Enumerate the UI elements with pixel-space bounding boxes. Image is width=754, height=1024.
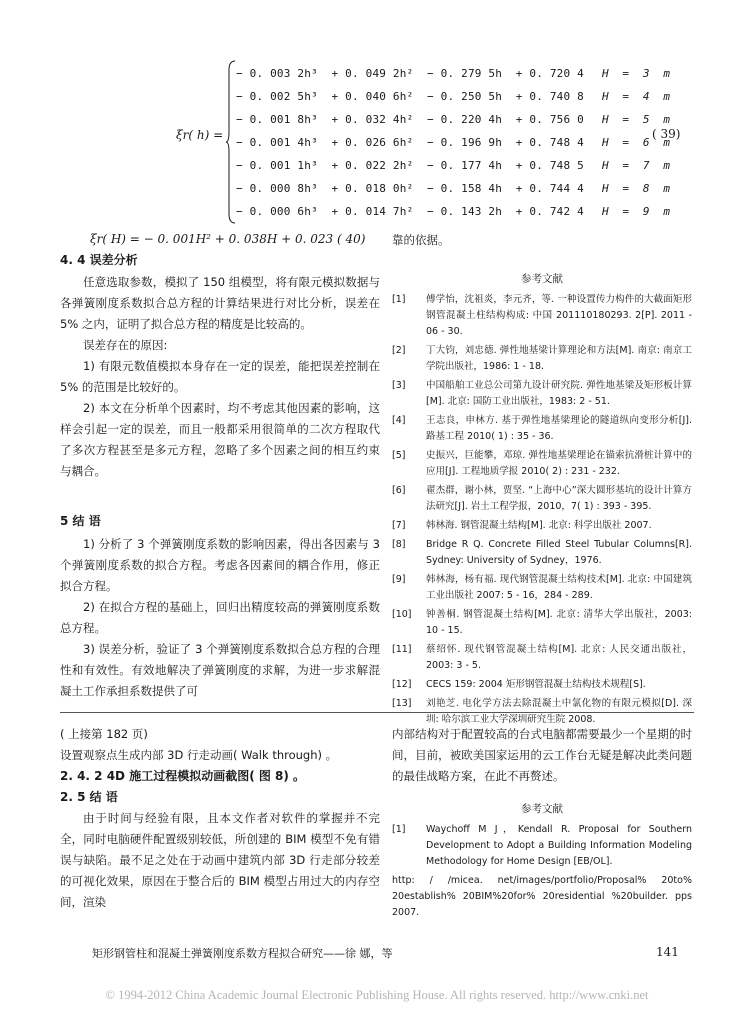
reference-item: [13] 刘艳芝. 电化学方法去除混凝土中氯化物的有限元模拟[D]. 深圳: 哈尔滨工业大学深圳研究生院 2008. — [392, 698, 692, 725]
lower-right-column — [392, 724, 692, 924]
copyright-watermark: © 1994-2012 China Academic Journal Electronic Publishing House. All rights reserved. http://www.cnki.net — [105, 988, 649, 1002]
reference-item: [1] Waychoff M J，Kendall R. Proposal for Southern Development to Adopt a Building Information Modeling Methodology for Home Design [EB/OL]. — [392, 824, 692, 867]
reference-list — [392, 292, 692, 728]
reference-item: [11] 蔡绍怀. 现代钢管混凝土结构[M]. 北京: 人民交通出版社，2003: 3 - 5. — [392, 644, 692, 671]
section-heading: 4. 4 误差分析 — [60, 253, 138, 267]
references-title: 参考文献 — [521, 273, 563, 285]
section-heading: 2. 5 结 语 — [60, 790, 118, 804]
reference-item: [3] 中国船舶工业总公司第九设计研究院. 弹性地基梁及矩形板计算[M]. 北京: 国防工业出版社，1983: 2 - 51. — [392, 380, 692, 407]
paragraph: 由于时间与经验有限，且本文作者对软件的掌握并不完全，同时电脑硬件配置级别较低，所创建的 BIM 模型不免有错误与缺陷。最不足之处在于动画中建筑内部 3D 行走部分较差的可视化效果，原因在于整合后的 BIM 模型占用过大的内存空间，渲染 — [60, 811, 380, 909]
equation-row: − 0. 001 8h³ + 0. 032 4h² − 0. 220 4h + 0. 756 0 H = 5 m — [236, 113, 671, 126]
reference-url: http: / /micea. net/images/portfolio/Proposal% 20to% 20establish% 20BIM%20for% 20residential %20builder. pps 2007. — [392, 875, 692, 918]
reference-item: [10] 钟善桐. 钢管混凝土结构[M]. 北京: 清华大学出版社，2003: 10 - 15. — [392, 609, 692, 636]
reference-item: [7] 韩林海. 钢管混凝土结构[M]. 北京: 科学出版社 2007. — [392, 520, 652, 531]
page-number: 141 — [656, 945, 679, 959]
reference-item: [5] 史振兴，巨能攀，邓琼. 弹性地基梁理论在锚索抗滑桩计算中的应用[J]. 工程地质学报 2010( 2) : 231 - 232. — [392, 450, 692, 477]
equation-39-rows — [236, 62, 670, 223]
reference-item: [2] 丁大钧，刘忠德. 弹性地基梁计算理论和方法[M]. 南京: 南京工学院出版社，1986: 1 - 18. — [392, 345, 692, 372]
paragraph: 3) 误差分析，验证了 3 个弹簧刚度系数拟合总方程的合理性和有效性。有效地解决了弹簧刚度的求解，为进一步求解混凝土工作承担系数提供了可 — [60, 642, 380, 698]
right-column-upper — [392, 230, 692, 731]
reference-item: [8] Bridge R Q. Concrete Filled Steel Tubular Columns[R]. Sydney: University of Sydney，1976. — [392, 539, 692, 566]
paragraph: 1) 分析了 3 个弹簧刚度系数的影响因素，得出各因素与 3 个弹簧刚度系数的拟合方程。考虑各因素间的耦合作用，修正拟合方程。 — [60, 537, 380, 593]
equation-row: − 0. 002 5h³ + 0. 040 6h² − 0. 250 5h + 0. 740 8 H = 4 m — [236, 90, 671, 103]
section-heading: 5 结 语 — [60, 514, 101, 528]
equation-row: − 0. 001 1h³ + 0. 022 2h² − 0. 177 4h + 0. 748 5 H = 7 m — [236, 159, 671, 172]
equation-row: − 0. 000 8h³ + 0. 018 0h² − 0. 158 4h + 0. 744 4 H = 8 m — [236, 182, 671, 195]
paragraph: 2) 本文在分析单个因素时，均不考虑其他因素的影响，这样会引起一定的误差，而且一般都采用很简单的二次方程取代了多次方程甚至是多元方程，忽略了多个因素之间的相互约束与耦合。 — [60, 401, 380, 478]
lower-left-column — [60, 724, 380, 913]
equation-40: ξr( H) = − 0. 001H² + 0. 038H + 0. 023 ( 40) — [90, 232, 366, 246]
reference-item: [9] 韩林海，杨有福. 现代钢管混凝土结构技术[M]. 北京: 中国建筑工业出版社 2007: 5 - 16，284 - 289. — [392, 574, 692, 601]
equation-39-number: ( 39) — [652, 127, 681, 141]
reference-item: [4] 王志良，申林方. 基于弹性地基梁理论的隧道纵向变形分析[J]. 路基工程 2010( 1) : 35 - 36. — [392, 415, 692, 442]
equation-39-lhs: ξr( h) = — [176, 128, 224, 142]
paragraph: 设置观察点生成内部 3D 行走动画( Walk through) 。 — [60, 748, 338, 762]
reference-item: [1] 傅学怡，沈祖炎，李元齐，等. 一种设置传力构件的大截面矩形钢管混凝土柱结构构成: 中国 201110180293. 2[P]. 2011 - 06 - 30. — [392, 294, 692, 337]
reference-item: [6] 翟杰群，谢小林，贾坚. “上海中心”深大圆形基坑的设计计算方法研究[J]. 岩土工程学报，2010，7( 1) : 393 - 395. — [392, 485, 692, 512]
section-divider — [60, 712, 694, 713]
paragraph: 任意选取参数，模拟了 150 组模型，将有限元模拟数据与各弹簧刚度系数拟合总方程的计算结果进行对比分析，误差在 5% 之内，证明了拟合总方程的精度是比较高的。 — [60, 275, 380, 331]
paragraph: 1) 有限元数值模拟本身存在一定的误差，能把误差控制在 5% 的范围是比较好的。 — [60, 359, 380, 394]
paragraph-continuation: 靠的依据。 — [392, 233, 450, 247]
footer-running-title: 矩形钢管柱和混凝土弹簧刚度系数方程拟合研究——徐 娜，等 — [92, 947, 393, 960]
section-4-4 — [60, 251, 380, 482]
paragraph: 2) 在拟合方程的基础上，回归出精度较高的弹簧刚度系数总方程。 — [60, 600, 380, 635]
paragraph: 误差存在的原因: — [83, 338, 168, 352]
equation-row: − 0. 000 6h³ + 0. 014 7h² − 0. 143 2h + 0. 742 4 H = 9 m — [236, 205, 671, 218]
equation-row: − 0. 001 4h³ + 0. 026 6h² − 0. 196 9h + 0. 748 4 H = 6 m — [236, 136, 671, 149]
equation-row: − 0. 003 2h³ + 0. 049 2h² − 0. 279 5h + 0. 720 4 H = 3 m — [236, 67, 671, 80]
sub-heading: 2. 4. 2 4D 施工过程模拟动画截图( 图 8) 。 — [60, 769, 306, 783]
paragraph: 内部结构对于配置较高的台式电脑都需要最少一个星期的时间，目前，被欧美国家运用的云工作台无疑是解决此类问题的最佳战略方案，在此不再赘述。 — [392, 727, 692, 783]
references-title: 参考文献 — [521, 803, 563, 815]
section-5 — [60, 512, 380, 702]
continued-note: ( 上接第 182 页) — [60, 727, 148, 741]
equation-brace — [226, 60, 236, 224]
reference-item: [12] CECS 159: 2004 矩形钢管混凝土结构技术规程[S]. — [392, 679, 646, 690]
